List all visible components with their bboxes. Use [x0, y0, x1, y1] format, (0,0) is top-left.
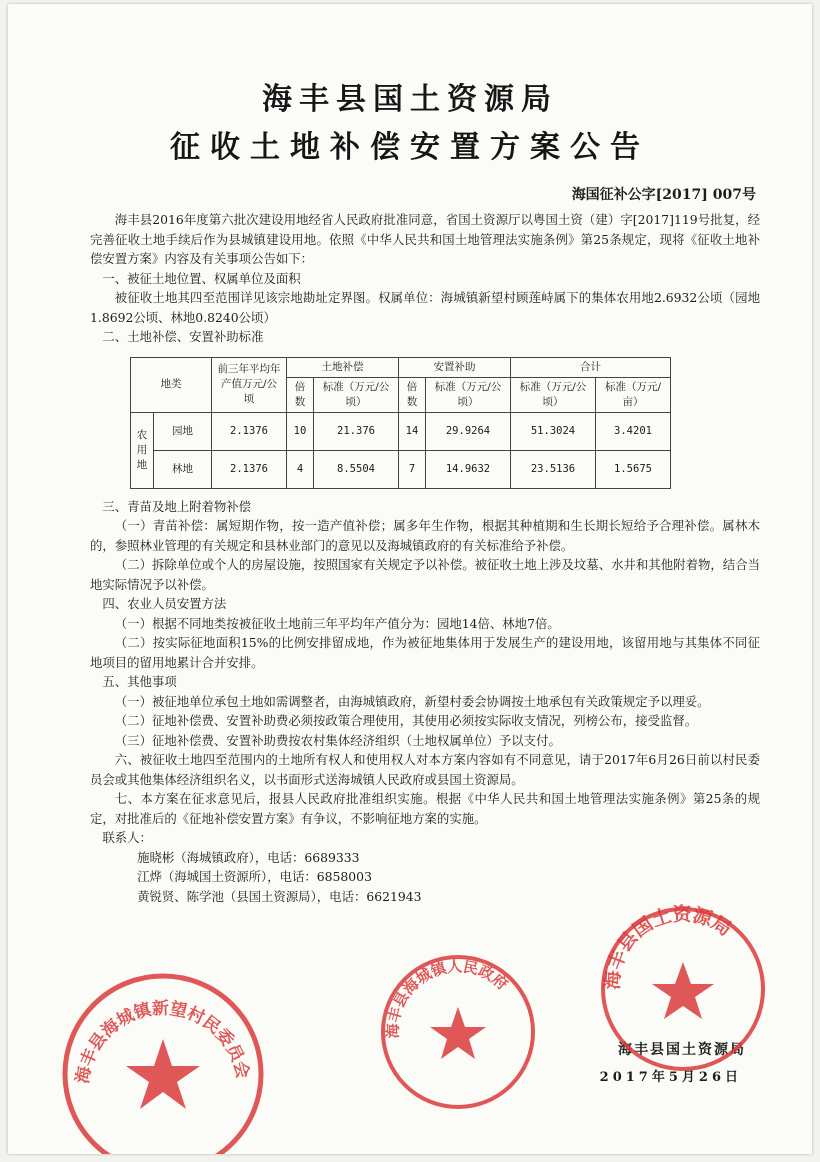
section1-text: 被征收土地其四至范围详见该宗地勘址定界图。权属单位：海城镇新望村顾莲峙属下的集体农用地2.6932公顷（园地1.8692公顷、林地0.8240公顷）: [90, 290, 760, 325]
header-avg-output: 前三年平均年产值万元/公顷: [212, 357, 287, 412]
contact-list: [90, 848, 760, 907]
row-total-mu: 3.4201: [596, 412, 671, 450]
agricultural-land-label: 农用地: [131, 412, 154, 488]
village-committee-seal: [58, 969, 268, 1154]
contacts-label: 联系人：: [102, 830, 152, 845]
row-avg: 2.1376: [212, 412, 287, 450]
section1-heading: 一、被征土地位置、权属单位及面积: [102, 270, 301, 286]
row-lc-standard: 8.5504: [314, 450, 399, 488]
row-lc-multiple: 10: [287, 412, 314, 450]
header-lc-standard: 标准（万元/公顷）: [314, 377, 399, 412]
notice-body: [90, 210, 760, 906]
section3-item-2: （二）拆除单位或个人的房屋设施，按照国家有关规定予以补偿。被征收土地上涉及坟墓、水井和其他附着物，结合当地实际情况予以补偿。: [90, 557, 760, 592]
header-total-ha: 标准（万元/公顷）: [511, 377, 596, 412]
title-line-2: 征收土地补偿安置方案公告: [170, 130, 650, 165]
section5-item-3: （三）征地补偿费、安置补助费按农村集体经济组织（土地权属单位）予以支付。: [114, 732, 561, 748]
contact-item: 施晓彬（海城镇政府），电话：6689333: [137, 849, 360, 865]
section6-paragraph: 六、被征收土地四至范围内的土地所有权人和使用权人对本方案内容如有不同意见，请于2017年6月26日前以村民委员会或其他集体经济组织名义，以书面形式送海城镇人民政府或县国土资源局。: [90, 752, 760, 787]
header-total-mu: 标准（万元/亩）: [596, 377, 671, 412]
header-land-compensation: 土地补偿: [287, 357, 399, 377]
row-rs-multiple: 7: [399, 450, 426, 488]
svg-text:海丰县海城镇新望村民委员会: 海丰县海城镇新望村民委员会: [72, 998, 253, 1086]
signature-org: 海丰县国土资源局: [618, 1042, 746, 1058]
header-lc-multiple: 倍数: [287, 377, 314, 412]
land-resources-bureau-seal: [598, 904, 768, 1074]
intro-paragraph: 海丰县2016年度第六批次建设用地经省人民政府批准同意，省国土资源厅以粤国土资（建）字[2017]119号批复，经完善征收土地手续后作为县城镇建设用地。依照《中华人民共和国土地管理法实施条例》第25条规定，现将《征收土地补偿安置方案》内容及有关事项公告如下：: [90, 212, 760, 266]
section4-item-2: （二）按实际征地面积15%的比例安排留成地，作为被征地集体用于发展生产的建设用地，该留用地与其集体不同征地项目的留用地累计合并安排。: [90, 635, 760, 670]
section4-item-1: （一）根据不同地类按被征收土地前三年平均年产值分为：园地14倍、林地7倍。: [114, 615, 560, 631]
compensation-table: [130, 357, 671, 489]
section4-heading: 四、农业人员安置方法: [102, 596, 227, 611]
section3-item-1: （一）青苗补偿：属短期作物，按一造产值补偿；属多年生作物，根据其种植期和生长期长短给予合理补偿。属林木的，参照林业管理的有关规定和县林业部门的意见以及海城镇政府的有关标准给予补偿。: [90, 518, 760, 553]
row-lc-standard: 21.376: [314, 412, 399, 450]
header-total: 合计: [511, 357, 671, 377]
row-type: 林地: [154, 450, 212, 488]
row-total-mu: 1.5675: [596, 450, 671, 488]
row-rs-standard: 14.9632: [426, 450, 511, 488]
section7-paragraph: 七、本方案在征求意见后，报县人民政府批准组织实施。根据《中华人民共和国土地管理法实施条例》第25条的规定，对批准后的《征地补偿安置方案》有争议，不影响征地方案的实施。: [90, 791, 760, 826]
title-line-1: 海丰县国土资源局: [262, 82, 558, 117]
svg-text:海丰县国土资源局: 海丰县国土资源局: [601, 904, 736, 991]
row-avg: 2.1376: [212, 450, 287, 488]
contact-item: 江烨（海城国土资源所），电话：6858003: [137, 869, 372, 884]
section5-heading: 五、其他事项: [102, 674, 177, 689]
header-land-type: 地类: [131, 357, 212, 412]
row-rs-standard: 29.9264: [426, 412, 511, 450]
header-rs-multiple: 倍数: [399, 377, 426, 412]
header-resettlement: 安置补助: [399, 357, 511, 377]
notice-page: [8, 4, 812, 1154]
section5-item-1: （一）被征地单位承包土地如需调整者，由海城镇政府，新望村委会协调按土地承包有关政策规定予以理妥。: [114, 693, 710, 709]
town-government-seal: [378, 952, 538, 1112]
row-total-ha: 51.3024: [511, 412, 596, 450]
contact-item: 黄锐贤、陈学池（县国土资源局），电话：6621943: [137, 888, 422, 904]
section5-item-2: （二）征地补偿费、安置补助费必须按政策合理使用，其使用必须按实际收支情况，列榜公布，接受监督。: [114, 713, 698, 728]
document-number: 海国征补公字[2017] 007号: [571, 187, 756, 203]
section2-heading: 二、土地补偿、安置补助标准: [102, 329, 264, 344]
signature-date: 2017年5月26日: [599, 1070, 742, 1085]
row-type: 园地: [154, 412, 212, 450]
section3-heading: 三、青苗及地上附着物补偿: [102, 498, 252, 514]
row-rs-multiple: 14: [399, 412, 426, 450]
header-rs-standard: 标准（万元/公顷）: [426, 377, 511, 412]
row-lc-multiple: 4: [287, 450, 314, 488]
row-total-ha: 23.5136: [511, 450, 596, 488]
svg-text:海丰县海城镇人民政府: 海丰县海城镇人民政府: [383, 957, 512, 1039]
